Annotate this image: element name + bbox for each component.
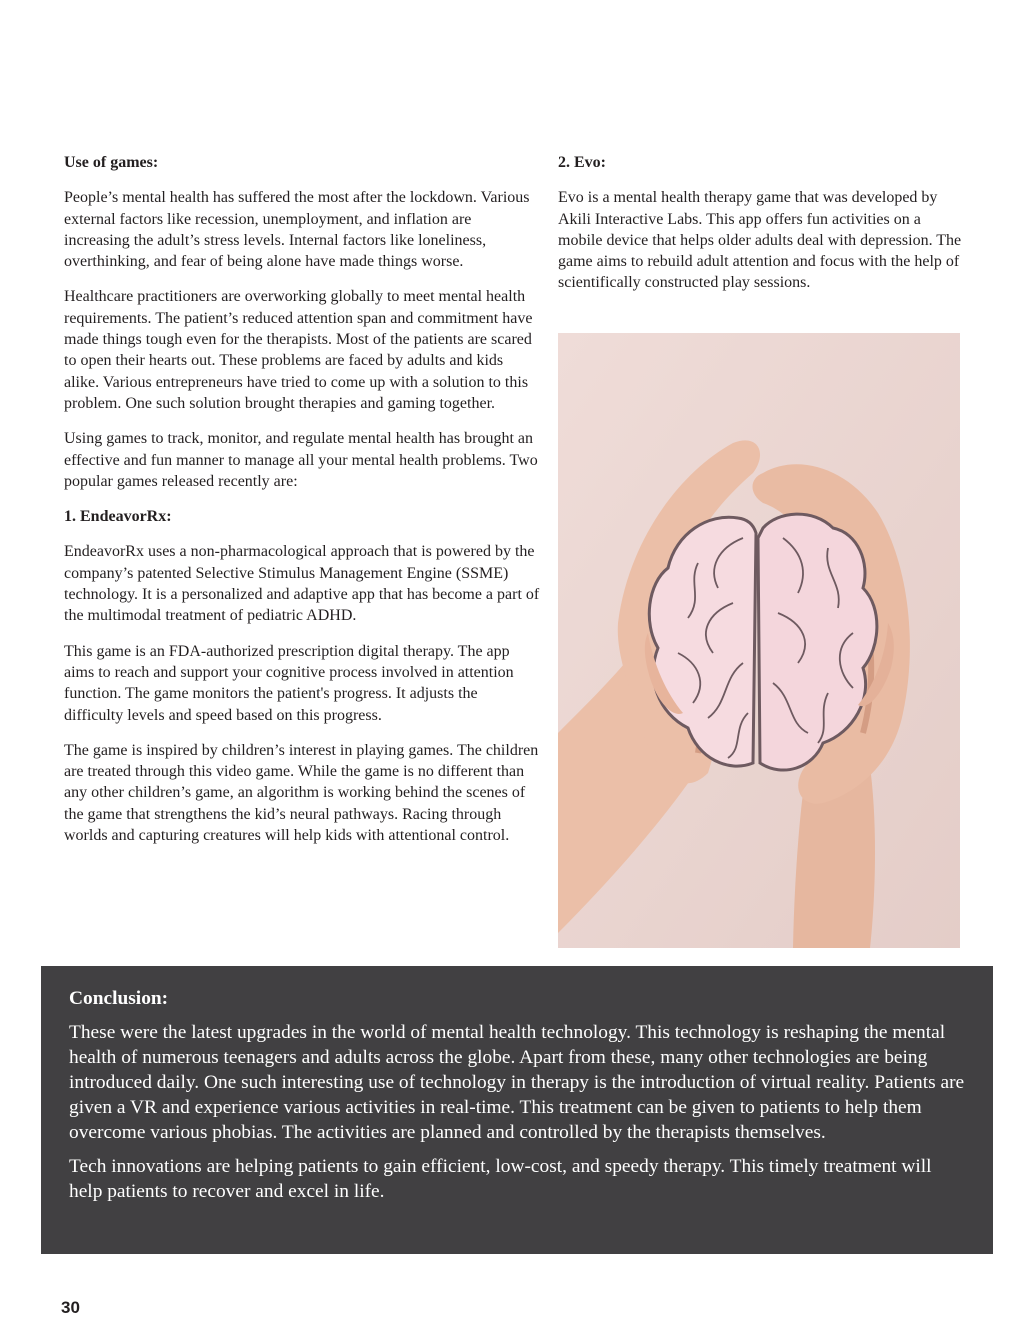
paragraph: Tech innovations are helping patients to gain efficient, low-cost, and speedy therapy. This timely treatment will help patients to recover and excel in life. xyxy=(69,1156,932,1202)
paragraph: Evo is a mental health therapy game that was developed by Akili Interactive Labs. This app offers fun activities on a mobile device that helps older adults deal with depression. The game aims to rebuild adult attention and focus with the help of scientifically constructed play sessions. xyxy=(558,189,962,292)
right-column xyxy=(558,152,962,308)
paragraph: These were the latest upgrades in the world of mental health technology. This technology is reshaping the mental health of numerous teenagers and adults across the globe. Apart from these, many other technologies are being introduced daily. One such interesting use of technology in therapy is the introduction of virtual reality. Patients are given a VR and experience various activities in real-time. This treatment can be given to patients to help them overcome various phobias. The activities are planned and controlled by the therapists themselves. xyxy=(69,1022,965,1143)
hands-holding-brain-image xyxy=(558,333,960,948)
page-number: 30 xyxy=(61,1298,80,1317)
paragraph: People’s mental health has suffered the most after the lockdown. Various external factors like recession, unemployment, and inflation are increasing the adult’s stress levels. Internal factors like loneliness, overthinking, and fear of being alone have made things worse. xyxy=(64,189,530,271)
conclusion-box xyxy=(41,966,993,1254)
paragraph: EndeavorRx uses a non-pharmacological approach that is powered by the company’s patented Selective Stimulus Management Engine (SSME) technology. It is a personalized and adaptive app that has become a part of the multimodal treatment of pediatric ADHD. xyxy=(64,543,540,625)
paragraph: This game is an FDA-authorized prescription digital therapy. The app aims to reach and support your cognitive process involved in attention function. The game monitors the patient's progress. It adjusts the difficulty levels and speed based on this progress. xyxy=(64,642,514,724)
conclusion-heading: Conclusion: xyxy=(69,988,169,1009)
paragraph: The game is inspired by children’s interest in playing games. The children are treated through this video game. While the game is no different than any other children’s game, an algorithm is working behind the scenes of the game that strengthens the kid’s neural pathways. Racing through worlds and capturing creatures will help kids with attentional control. xyxy=(64,741,539,845)
subheading-endeavorrx: 1. EndeavorRx: xyxy=(64,508,172,526)
paragraph: Using games to track, monitor, and regulate mental health has brought an effective and fun manner to manage all your mental health problems. Two popular games released recently are: xyxy=(64,430,538,490)
subheading-evo: 2. Evo: xyxy=(558,154,606,171)
paragraph: Healthcare practitioners are overworking globally to meet mental health requirements. The patient’s reduced attention span and commitment have made things tough even for the therapists. Most of the patients are scared to open their hearts out. These problems are faced by adults and kids alike. Various entrepreneurs have tried to come up with a solution to this problem. One such solution brought therapies and gaming together. xyxy=(64,288,533,412)
left-column xyxy=(64,152,540,860)
section-heading-use-of-games: Use of games: xyxy=(64,154,159,171)
